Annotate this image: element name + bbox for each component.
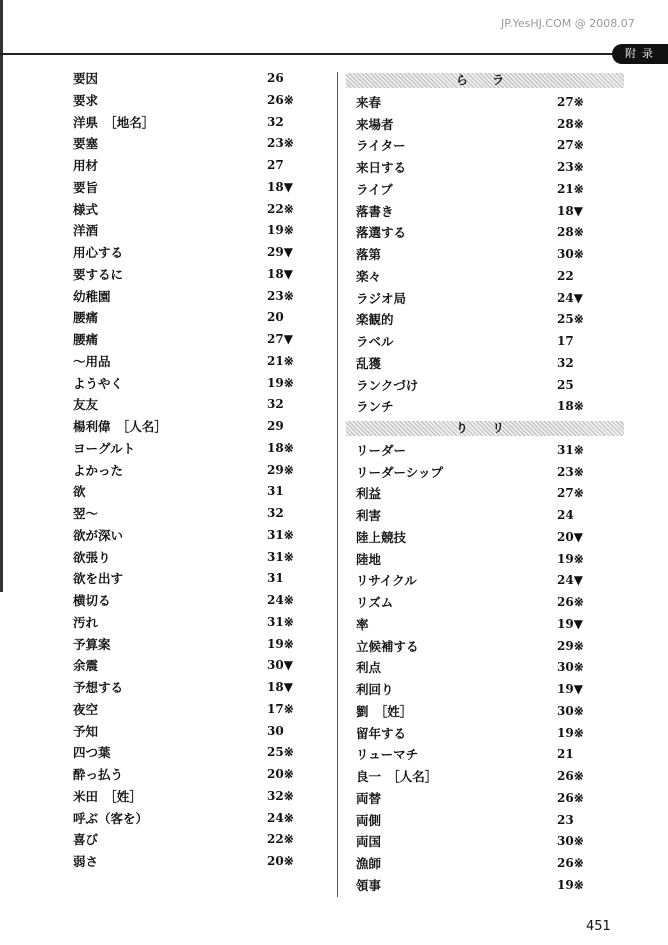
entry-lesson-number: 26※ bbox=[557, 856, 584, 870]
index-entry bbox=[346, 679, 646, 701]
entry-lesson-number: 26 bbox=[267, 71, 284, 85]
entry-lesson-number: 24※ bbox=[267, 593, 294, 607]
entry-term: 劉 ［姓］ bbox=[356, 703, 413, 719]
entry-lesson-number: 27※ bbox=[557, 138, 584, 153]
index-entry bbox=[346, 831, 646, 853]
entry-lesson-number: 24▼ bbox=[557, 573, 583, 588]
entry-lesson-number: 24▼ bbox=[557, 290, 583, 305]
entry-lesson-number: 19※ bbox=[557, 725, 584, 740]
index-entry bbox=[73, 721, 323, 743]
entry-term: 陸上競技 bbox=[356, 529, 407, 545]
entry-lesson-number: 30 bbox=[267, 723, 284, 738]
entry-term: 欲を出す bbox=[73, 571, 124, 587]
index-entry bbox=[346, 201, 646, 223]
index-entry bbox=[73, 242, 323, 264]
index-entry bbox=[346, 701, 646, 723]
index-entry bbox=[346, 440, 646, 462]
entry-term: 要因 bbox=[73, 71, 99, 86]
index-entry bbox=[73, 373, 323, 395]
entry-term: ヨーグルト bbox=[73, 440, 136, 456]
entry-lesson-number: 18※ bbox=[267, 440, 294, 455]
entry-lesson-number: 32 bbox=[557, 355, 574, 370]
section-heading bbox=[346, 70, 646, 92]
entry-lesson-number: 29※ bbox=[557, 638, 584, 653]
entry-term: 楽々 bbox=[356, 268, 382, 284]
index-entry bbox=[73, 264, 323, 286]
entry-lesson-number: 25※ bbox=[267, 745, 294, 760]
entry-term: 幼稚園 bbox=[73, 288, 111, 304]
entry-lesson-number: 29▼ bbox=[267, 245, 293, 259]
entry-lesson-number: 18▼ bbox=[267, 680, 293, 694]
entry-term: 陸地 bbox=[356, 551, 382, 567]
entry-term: 立候補する bbox=[356, 638, 419, 654]
index-entry bbox=[346, 114, 646, 136]
entry-term: 夜空 bbox=[73, 701, 99, 717]
entry-term: ライター bbox=[356, 138, 406, 154]
entry-lesson-number: 19▼ bbox=[557, 682, 583, 696]
entry-term: 両側 bbox=[356, 812, 382, 828]
index-entry bbox=[346, 135, 646, 157]
entry-term: 利益 bbox=[356, 486, 382, 502]
index-entry bbox=[73, 851, 323, 873]
entry-lesson-number: 20 bbox=[267, 310, 284, 325]
entry-term: ランクづけ bbox=[356, 377, 419, 393]
entry-lesson-number: 18※ bbox=[557, 399, 584, 414]
index-entry bbox=[346, 657, 646, 679]
index-entry bbox=[73, 786, 323, 808]
entry-lesson-number: 19※ bbox=[267, 375, 294, 390]
scan-edge bbox=[0, 0, 3, 592]
index-entry bbox=[73, 307, 323, 329]
entry-lesson-number: 32 bbox=[267, 114, 284, 129]
entry-term: 留年する bbox=[356, 725, 407, 741]
entry-lesson-number: 30※ bbox=[557, 834, 584, 849]
entry-term: 落書き bbox=[356, 203, 394, 219]
section-heading-label: り リ bbox=[455, 421, 515, 435]
entry-lesson-number: 19※ bbox=[267, 636, 294, 651]
entry-lesson-number: 23※ bbox=[267, 136, 294, 151]
entry-lesson-number: 26※ bbox=[267, 92, 294, 107]
entry-term: 乱獲 bbox=[356, 355, 382, 371]
index-entry bbox=[346, 853, 646, 875]
entry-lesson-number: 23※ bbox=[557, 160, 584, 174]
index-entry bbox=[73, 155, 323, 177]
index-entry bbox=[73, 177, 323, 199]
index-entry bbox=[346, 744, 646, 766]
index-entry bbox=[73, 220, 323, 242]
index-entry bbox=[346, 157, 646, 179]
entry-term: 要塞 bbox=[73, 136, 99, 152]
entry-term: 来日する bbox=[356, 160, 407, 175]
index-entry bbox=[73, 808, 323, 830]
entry-term: 予算案 bbox=[73, 636, 111, 652]
entry-term: 予想する bbox=[73, 680, 124, 695]
entry-term: リサイクル bbox=[356, 573, 417, 589]
entry-term: 欲張り bbox=[73, 549, 111, 565]
index-entry bbox=[73, 133, 323, 155]
index-entry bbox=[346, 875, 646, 897]
index-entry bbox=[73, 612, 323, 634]
index-entry bbox=[73, 525, 323, 547]
index-entry bbox=[73, 329, 323, 351]
entry-lesson-number: 21※ bbox=[267, 353, 294, 368]
entry-term: 弱さ bbox=[73, 854, 99, 869]
entry-term: 漁師 bbox=[356, 856, 382, 871]
entry-term: 欲が深い bbox=[73, 527, 124, 543]
index-entry bbox=[73, 547, 323, 569]
entry-lesson-number: 18▼ bbox=[267, 179, 293, 194]
index-entry bbox=[73, 351, 323, 373]
index-entry bbox=[73, 112, 323, 134]
index-entry bbox=[346, 766, 646, 788]
entry-lesson-number: 22※ bbox=[267, 832, 294, 847]
entry-lesson-number: 27※ bbox=[557, 94, 584, 109]
entry-lesson-number: 18▼ bbox=[267, 266, 293, 281]
index-entry bbox=[73, 742, 323, 764]
entry-lesson-number: 31 bbox=[267, 571, 284, 586]
entry-lesson-number: 21※ bbox=[557, 181, 584, 196]
entry-term: 利害 bbox=[356, 508, 382, 523]
index-entry bbox=[346, 788, 646, 810]
entry-term: 喜び bbox=[73, 832, 99, 848]
entry-lesson-number: 32 bbox=[267, 397, 284, 412]
index-entry bbox=[346, 222, 646, 244]
entry-lesson-number: 19※ bbox=[557, 877, 584, 892]
index-entry bbox=[346, 179, 646, 201]
index-entry bbox=[346, 309, 646, 331]
entry-lesson-number: 20※ bbox=[267, 767, 294, 781]
entry-term: 翌～ bbox=[73, 506, 99, 521]
entry-lesson-number: 23※ bbox=[267, 288, 294, 303]
entry-lesson-number: 32 bbox=[267, 506, 284, 520]
entry-lesson-number: 31※ bbox=[267, 549, 294, 564]
entry-term: 洋県 ［地名］ bbox=[73, 114, 155, 130]
entry-lesson-number: 24※ bbox=[267, 810, 294, 825]
index-entry bbox=[73, 199, 323, 221]
entry-term: 米田 ［姓］ bbox=[73, 788, 142, 804]
entry-lesson-number: 25※ bbox=[557, 312, 584, 327]
entry-lesson-number: 31※ bbox=[557, 442, 584, 457]
entry-term: 余震 bbox=[73, 658, 99, 674]
entry-term: ～用品 bbox=[73, 353, 111, 369]
column-divider bbox=[337, 72, 338, 897]
entry-lesson-number: 21 bbox=[557, 747, 574, 762]
entry-term: ランチ bbox=[356, 399, 394, 415]
index-entry bbox=[73, 634, 323, 656]
entry-term: ラジオ局 bbox=[356, 290, 407, 306]
index-entry bbox=[73, 699, 323, 721]
index-entry bbox=[73, 655, 323, 677]
entry-term: 率 bbox=[356, 616, 369, 632]
index-entry bbox=[73, 416, 323, 438]
index-entry bbox=[73, 764, 323, 786]
entry-term: 良一 ［人名］ bbox=[356, 769, 438, 784]
section-heading bbox=[346, 418, 646, 440]
index-entry bbox=[73, 438, 323, 460]
entry-lesson-number: 27 bbox=[267, 158, 284, 172]
index-entry bbox=[346, 636, 646, 658]
index-entry bbox=[346, 810, 646, 832]
entry-lesson-number: 31※ bbox=[267, 614, 294, 629]
index-entry bbox=[346, 570, 646, 592]
entry-lesson-number: 30※ bbox=[557, 703, 584, 718]
entry-term: よかった bbox=[73, 462, 124, 478]
entry-lesson-number: 30※ bbox=[557, 247, 584, 261]
entry-term: 楊利偉 ［人名］ bbox=[73, 419, 167, 434]
entry-term: リズム bbox=[356, 595, 394, 610]
index-column-left bbox=[73, 68, 323, 873]
index-entry bbox=[73, 590, 323, 612]
entry-lesson-number: 32※ bbox=[267, 788, 294, 803]
watermark: JP.YesHJ.COM @ 2008.07 bbox=[501, 17, 635, 30]
index-entry bbox=[73, 394, 323, 416]
entry-term: 洋酒 bbox=[73, 223, 99, 239]
entry-lesson-number: 20▼ bbox=[557, 529, 583, 544]
entry-term: 酔っ払う bbox=[73, 767, 124, 782]
index-entry bbox=[346, 505, 646, 527]
entry-term: ようやく bbox=[73, 375, 124, 391]
entry-term: 予知 bbox=[73, 723, 99, 739]
entry-lesson-number: 17 bbox=[557, 334, 574, 348]
entry-lesson-number: 31※ bbox=[267, 527, 294, 542]
index-entry bbox=[346, 331, 646, 353]
index-entry bbox=[346, 483, 646, 505]
entry-lesson-number: 23※ bbox=[557, 464, 584, 479]
entry-lesson-number: 29※ bbox=[267, 462, 294, 477]
index-entry bbox=[73, 677, 323, 699]
entry-lesson-number: 30▼ bbox=[267, 658, 293, 673]
entry-term: リーダー bbox=[356, 442, 407, 458]
index-entry bbox=[346, 527, 646, 549]
entry-term: 四つ葉 bbox=[73, 745, 111, 761]
entry-term: 横切る bbox=[73, 593, 111, 608]
index-entry bbox=[73, 286, 323, 308]
index-entry bbox=[346, 723, 646, 745]
index-entry bbox=[346, 266, 646, 288]
entry-term: 様式 bbox=[73, 201, 99, 217]
entry-term: リューマチ bbox=[356, 747, 419, 763]
appendix-tab: 附录 bbox=[612, 44, 668, 64]
index-entry bbox=[346, 396, 646, 418]
entry-lesson-number: 17※ bbox=[267, 701, 294, 716]
index-entry bbox=[73, 460, 323, 482]
index-entry bbox=[346, 549, 646, 571]
entry-lesson-number: 19▼ bbox=[557, 616, 583, 631]
index-entry bbox=[73, 481, 323, 503]
entry-term: 利点 bbox=[356, 660, 382, 676]
index-entry bbox=[346, 288, 646, 310]
entry-lesson-number: 22※ bbox=[267, 201, 294, 216]
index-column-right bbox=[346, 70, 646, 897]
index-entry bbox=[73, 568, 323, 590]
index-entry bbox=[346, 92, 646, 114]
section-heading-label: ら ラ bbox=[455, 73, 515, 87]
entry-lesson-number: 28※ bbox=[557, 225, 584, 240]
entry-lesson-number: 31 bbox=[267, 484, 284, 499]
entry-term: 呼ぶ（客を） bbox=[73, 810, 149, 826]
entry-term: 来場者 bbox=[356, 116, 394, 132]
entry-lesson-number: 26※ bbox=[557, 769, 584, 783]
entry-lesson-number: 26※ bbox=[557, 790, 584, 805]
entry-lesson-number: 27※ bbox=[557, 486, 584, 501]
entry-lesson-number: 20※ bbox=[267, 854, 294, 868]
entry-term: 楽観的 bbox=[356, 312, 394, 328]
entry-lesson-number: 27▼ bbox=[267, 332, 293, 346]
entry-lesson-number: 18▼ bbox=[557, 203, 583, 218]
entry-term: 領事 bbox=[356, 877, 382, 893]
entry-lesson-number: 22 bbox=[557, 268, 574, 283]
entry-term: 腰痛 bbox=[73, 332, 99, 347]
entry-term: 要求 bbox=[73, 92, 99, 108]
entry-lesson-number: 19※ bbox=[557, 551, 584, 566]
entry-term: 欲 bbox=[73, 484, 86, 500]
index-entry bbox=[73, 68, 323, 90]
entry-lesson-number: 24 bbox=[557, 508, 574, 522]
entry-term: 要するに bbox=[73, 266, 124, 282]
entry-term: 両替 bbox=[356, 790, 382, 806]
entry-lesson-number: 19※ bbox=[267, 223, 294, 238]
entry-term: 友友 bbox=[73, 397, 99, 413]
entry-term: ライブ bbox=[356, 181, 393, 197]
entry-term: 落選する bbox=[356, 225, 407, 241]
entry-term: 用材 bbox=[73, 158, 99, 173]
entry-term: ラベル bbox=[356, 334, 394, 349]
header-rule bbox=[0, 53, 615, 55]
entry-lesson-number: 30※ bbox=[557, 660, 584, 675]
entry-term: 来春 bbox=[356, 94, 382, 110]
entry-lesson-number: 25 bbox=[557, 377, 574, 392]
entry-lesson-number: 28※ bbox=[557, 116, 584, 131]
entry-term: 利回り bbox=[356, 682, 394, 697]
index-entry bbox=[346, 353, 646, 375]
entry-lesson-number: 29 bbox=[267, 419, 284, 433]
entry-term: 腰痛 bbox=[73, 310, 99, 326]
entry-lesson-number: 23 bbox=[557, 812, 574, 827]
entry-term: 要旨 bbox=[73, 179, 99, 195]
page-number: 451 bbox=[586, 919, 611, 934]
index-entry bbox=[346, 462, 646, 484]
entry-term: 汚れ bbox=[73, 614, 99, 630]
index-entry bbox=[73, 90, 323, 112]
index-entry bbox=[346, 592, 646, 614]
entry-term: 両国 bbox=[356, 834, 382, 850]
index-entry bbox=[73, 829, 323, 851]
index-entry bbox=[346, 614, 646, 636]
index-entry bbox=[73, 503, 323, 525]
entry-term: 用心する bbox=[73, 245, 124, 260]
entry-term: 落第 bbox=[356, 247, 382, 262]
entry-lesson-number: 26※ bbox=[557, 595, 584, 609]
entry-term: リーダーシップ bbox=[356, 464, 444, 480]
index-entry bbox=[346, 244, 646, 266]
index-entry bbox=[346, 375, 646, 397]
